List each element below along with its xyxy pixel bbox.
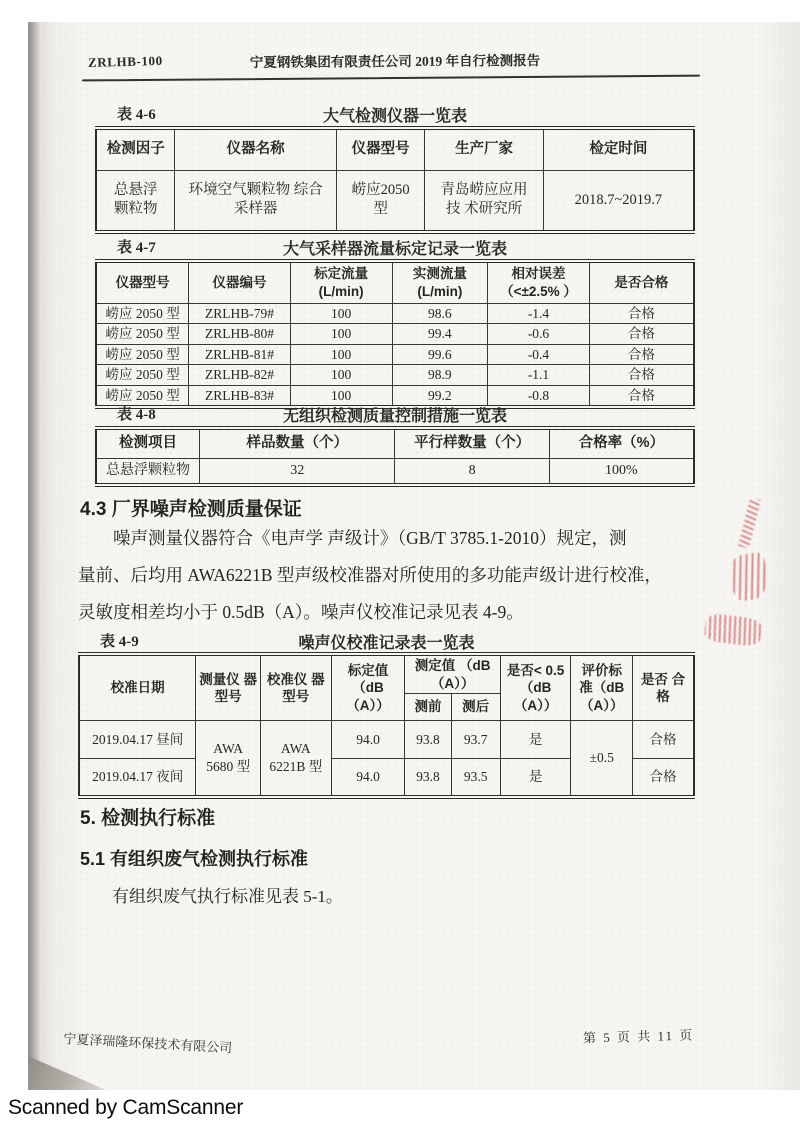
table-cell: 94.0 [331,721,405,759]
table-cell: 青岛崂应应用技 术研究所 [425,170,543,232]
table-row [96,458,694,485]
column-header: 仪器编号 [189,261,291,303]
paragraph-line: 灵敏度相差均小于 0.5dB（A）。噪声仪校准记录见表 4-9。 [78,602,524,622]
column-header: 仪器型号 [336,128,425,170]
column-header: 仪器型号 [96,261,189,303]
table-4-7-title: 大气采样器流量标定记录一览表 [282,241,507,258]
table-4-6-caption [95,103,695,125]
column-header: 评价标 准（dB （A）） [571,654,633,721]
column-header: 测定值 （dB（A）） [405,654,500,694]
column-header: 是否 合格 [632,654,694,721]
table-cell: 是 [500,759,571,797]
table-cell: 崂应 2050 型 [96,344,189,365]
fugitive-emission-qc-table [95,426,695,487]
table-cell: 100 [290,344,392,365]
table-cell: 是 [500,721,571,759]
page-left-edge-shadow [28,22,41,1090]
column-header: 合格率（%） [549,428,694,458]
table-cell: 98.9 [392,365,488,386]
table-cell: 32 [199,458,395,485]
table-cell: 崂应 2050 型 [96,324,189,345]
table-cell: 合格 [589,344,694,365]
table-cell: 99.2 [392,385,488,407]
camscanner-watermark: Scanned by CamScanner [8,1096,244,1119]
section-5-heading: 5. 检测执行标准 [80,808,216,829]
table-cell: 总悬浮 颗粒物 [96,170,175,232]
table-cell: 合格 [589,365,694,386]
table-header-row [96,261,694,303]
paragraph-line: 量前、后均用 AWA6221B 型声级校准器对所使用的多功能声级计进行校准， [78,565,662,585]
table-row [96,170,694,232]
column-header: 测前 [405,694,451,721]
table-cell: ZRLHB-79# [189,303,291,324]
table-cell: 93.8 [405,721,451,759]
section-4-3-heading: 4.3 厂界噪声检测质量保证 [80,499,302,520]
table-cell: 总悬浮颗粒物 [96,458,199,485]
column-header: 检测项目 [96,428,199,458]
column-header: 校准日期 [79,654,196,721]
table-cell: -0.4 [488,344,590,365]
table-cell: 2019.04.17 昼间 [79,721,196,759]
table-cell: ZRLHB-83# [189,385,291,407]
table-cell: 合格 [632,759,694,797]
table-cell: -0.6 [488,324,590,345]
table-4-6-label: 表 4-6 [117,107,156,123]
table-4-9-title: 噪声仪校准记录表一览表 [298,635,475,652]
table-cell: 合格 [589,385,694,407]
column-header: 相对误差 （<±2.5% ） [488,261,590,303]
table-cell: -1.4 [488,303,590,324]
table-cell: 2018.7~2019.7 [543,170,694,232]
table-row [96,324,694,345]
footer-page-number: 第 5 页 共 11 页 [582,1027,695,1046]
table-cell: 99.6 [392,344,488,365]
table-cell: ZRLHB-80# [189,324,291,345]
table-cell: 8 [395,458,549,485]
column-header: 样品数量（个） [199,428,395,458]
column-header: 检定时间 [543,128,694,170]
table-row [79,721,694,759]
table-cell: -1.1 [488,365,590,386]
table-cell: 93.8 [405,759,451,797]
table-4-8-caption [95,403,695,425]
table-cell: AWA 6221B 型 [260,721,331,797]
atmospheric-instrument-table [95,126,695,234]
column-header: 测量仪 器型号 [196,654,261,721]
table-cell: 100 [290,303,392,324]
table-4-7-label: 表 4-7 [117,240,156,256]
table-cell: 94.0 [331,759,405,797]
table-cell: 2019.04.17 夜间 [79,759,196,797]
table-header-row [79,654,694,694]
table-cell: 100 [290,324,392,345]
column-header: 仪器名称 [175,128,336,170]
table-4-9-label: 表 4-9 [100,634,139,650]
table-4-7-caption [95,236,695,258]
table-cell: 崂应 2050 型 [96,303,189,324]
report-header-title: 宁夏钢铁集团有限责任公司 2019 年自行检测报告 [249,52,541,71]
table-cell: 合格 [589,324,694,345]
table-cell: 93.5 [451,759,500,797]
table-cell: 99.4 [392,324,488,345]
table-row [96,344,694,365]
table-cell: 环境空气颗粒物 综合采样器 [175,170,336,232]
section-5-1-paragraph: 有组织废气执行标准见表 5-1。 [112,887,343,906]
column-header: 测后 [451,694,500,721]
column-header: 检测因子 [96,128,175,170]
table-cell: 100 [290,385,392,407]
column-header: 标定值 （dB （A）） [331,654,405,721]
column-header: 是否< 0.5（dB （A）） [500,654,571,721]
paragraph-line: 噪声测量仪器符合《电声学 声级计》（GB/T 3785.1-2010）规定，测 [113,528,627,548]
column-header: 是否合格 [589,261,694,303]
table-cell: 崂应2050型 [336,170,425,232]
table-cell: ZRLHB-82# [189,365,291,386]
table-header-row [96,428,694,458]
column-header: 标定流量 (L/min) [290,261,392,303]
table-cell: -0.8 [488,385,590,407]
table-cell: 100 [290,365,392,386]
footer-company-name: 宁夏泽瑞隆环保技术有限公司 [62,1030,233,1056]
table-cell: 合格 [589,303,694,324]
table-cell: 崂应 2050 型 [96,365,189,386]
report-code: ZRLHB-100 [87,52,163,71]
table-cell: 100% [549,458,694,485]
table-row [96,303,694,324]
table-header-row [96,128,694,170]
table-row [96,365,694,386]
table-cell: 98.6 [392,303,488,324]
column-header: 校准仪 器型号 [260,654,331,721]
noise-meter-calibration-table [78,652,695,799]
column-header: 生产厂家 [425,128,543,170]
column-header: 实测流量 (L/min) [392,261,488,303]
section-5-1-heading: 5.1 有组织废气检测执行标准 [80,849,309,869]
table-4-8-label: 表 4-8 [117,407,156,423]
table-cell: AWA 5680 型 [196,721,261,797]
table-cell: 合格 [632,721,694,759]
sampler-flow-calibration-table [95,259,695,409]
table-4-8-title: 无组织检测质量控制措施一览表 [282,408,507,425]
table-cell: ZRLHB-81# [189,344,291,365]
table-4-9-caption [78,630,695,652]
section-4-3-paragraph [78,520,710,631]
table-4-6-title: 大气检测仪器一览表 [322,108,467,125]
table-cell: 崂应 2050 型 [96,385,189,407]
table-cell: ±0.5 [571,721,633,797]
column-header: 平行样数量（个） [395,428,549,458]
table-cell: 93.7 [451,721,500,759]
